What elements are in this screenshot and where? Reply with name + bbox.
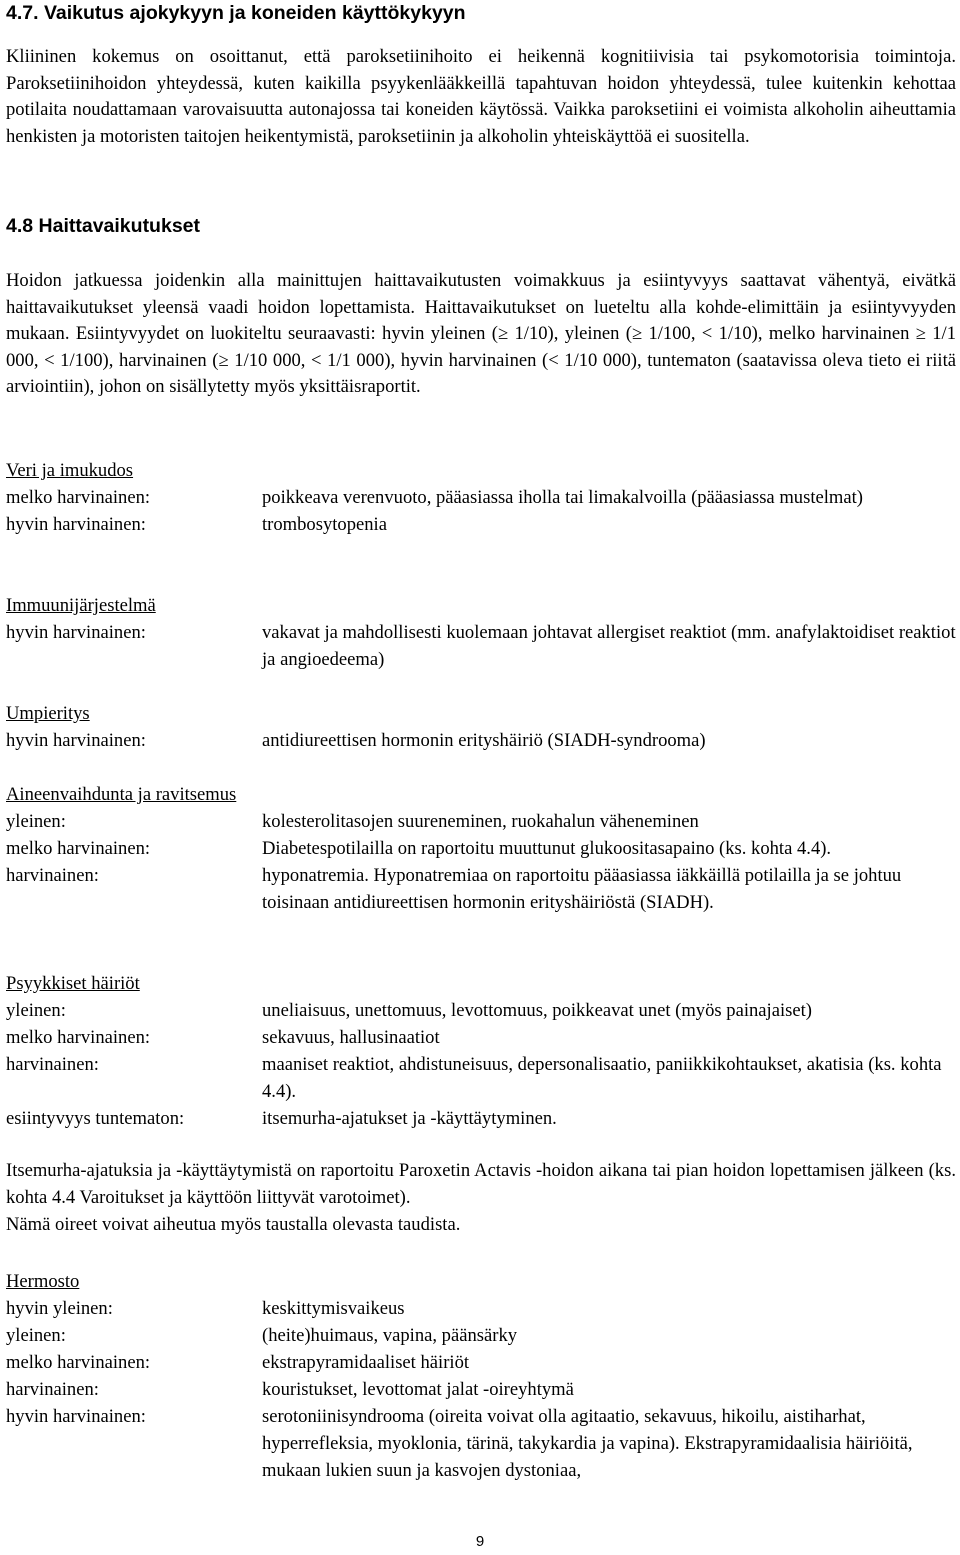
section-title-metabolism-nutrition: Aineenvaihdunta ja ravitsemus [6, 784, 237, 805]
section-title-psychiatric-disorders: Psyykkiset häiriöt [6, 973, 140, 994]
effect-description: kouristukset, levottomat jalat -oireyhtymä [262, 1379, 574, 1400]
list-item [6, 1349, 956, 1376]
effect-description: ekstrapyramidaaliset häiriöt [262, 1352, 470, 1373]
frequency-label: melko harvinainen: [6, 487, 151, 508]
page-number: 9 [475, 1533, 485, 1550]
suicidality-note-text: Itsemurha-ajatuksia ja -käyttäytymistä on raportoitu Paroxetin Actavis -hoidon aikana tai pian hoidon lopettamisen jälkeen (ks. kohta 4.4 Varoitukset ja käyttöön liittyvät varotoimet). [6, 1160, 956, 1208]
suicidality-note-line2: Nämä oireet voivat aiheutua myös taustalla olevasta taudista. [6, 1214, 461, 1235]
effect-description: serotoniinisyndrooma (oireita voivat olla agitaatio, sekavuus, hikoilu, aistiharhat, hyperrefleksia, myoklonia, tärinä, takykardia ja vapina). Ekstrapyramidaalisia häiriöitä, mukaan lukien suun ja kasvojen dystoniaa, [262, 1406, 913, 1481]
frequency-label: harvinainen: [6, 865, 99, 886]
section-nervous-system [6, 1268, 956, 1484]
driving-ability-paragraph: Kliininen kokemus on osoittanut, että paroksetiinihoito ei heikennä kognitiivisia tai psykomotorisia toimintoja. Paroksetiinihoidon yhteydessä, kuten kaikilla psyykenlääkkeillä tapahtuvan hoidon yhteydessä, tulee kuitenkin kehottaa potilaita noudattamaan varovaisuutta autonajossa tai koneiden käytössä. Vaikka paroksetiini ei voimista alkoholin aiheuttamia henkisten ja motoristen taitojen heikentymistä, paroksetiinin ja alkoholin yhteiskäyttöä ei suositella. [6, 46, 956, 147]
effect-description: trombosytopenia [262, 514, 387, 535]
list-item [6, 997, 956, 1024]
frequency-label: hyvin harvinainen: [6, 1406, 146, 1427]
frequency-label: harvinainen: [6, 1054, 99, 1075]
frequency-label: yleinen: [6, 811, 66, 832]
frequency-label: harvinainen: [6, 1379, 99, 1400]
section-endocrine [6, 700, 956, 754]
effect-description: itsemurha-ajatukset ja -käyttäytyminen. [262, 1108, 557, 1129]
list-item [6, 1024, 956, 1051]
effect-description: maaniset reaktiot, ahdistuneisuus, depersonalisaatio, paniikkikohtaukset, akatisia (ks. kohta 4.4). [262, 1054, 942, 1102]
frequency-label: hyvin harvinainen: [6, 514, 146, 535]
effect-description: antidiureettisen hormonin erityshäiriö (SIADH-syndrooma) [262, 730, 706, 751]
frequency-label: melko harvinainen: [6, 838, 151, 859]
section-title-immune-system: Immuunijärjestelmä [6, 595, 156, 616]
list-item [6, 1322, 956, 1349]
effect-description: poikkeava verenvuoto, pääasiassa iholla tai limakalvoilla (pääasiassa mustelmat) [262, 487, 863, 508]
section-psychiatric-disorders [6, 970, 956, 1132]
effect-description: uneliaisuus, unettomuus, levottomuus, poikkeavat unet (myös painajaiset) [262, 1000, 812, 1021]
frequency-label: hyvin harvinainen: [6, 730, 146, 751]
section-immune-system [6, 592, 956, 673]
frequency-label: melko harvinainen: [6, 1027, 151, 1048]
section-heading-4-8: 4.8 Haittavaikutukset [6, 215, 201, 237]
list-item [6, 1051, 956, 1105]
frequency-label: hyvin harvinainen: [6, 622, 146, 643]
frequency-label: hyvin yleinen: [6, 1298, 113, 1319]
section-title-nervous-system: Hermosto [6, 1271, 80, 1292]
list-item [6, 1105, 956, 1132]
suicidality-note [6, 1158, 956, 1238]
list-item [6, 808, 956, 835]
section-heading-4-7: 4.7. Vaikutus ajokykyyn ja koneiden käyttökykyyn [6, 2, 466, 24]
section-title-blood-lymphatic: Veri ja imukudos [6, 460, 134, 481]
effect-description: sekavuus, hallusinaatiot [262, 1027, 440, 1048]
list-item [6, 727, 956, 754]
list-item [6, 1403, 956, 1484]
effect-description: (heite)huimaus, vapina, päänsärky [262, 1325, 518, 1346]
effect-description: keskittymisvaikeus [262, 1298, 405, 1319]
section-title-endocrine: Umpieritys [6, 703, 90, 724]
list-item [6, 511, 956, 538]
list-item [6, 619, 956, 673]
effect-description: hyponatremia. Hyponatremiaa on raportoitu pääasiassa iäkkäillä potilailla ja se johtuu toisinaan antidiureettisen hormonin erityshäiriöstä (SIADH). [262, 865, 902, 913]
effect-description: Diabetespotilailla on raportoitu muuttunut glukoositasapaino (ks. kohta 4.4). [262, 838, 832, 859]
section-metabolism-nutrition [6, 781, 956, 916]
list-item [6, 1376, 956, 1403]
frequency-label: yleinen: [6, 1325, 66, 1346]
list-item [6, 862, 956, 916]
effect-description: kolesterolitasojen suureneminen, ruokahalun väheneminen [262, 811, 699, 832]
frequency-label: esiintyvyys tuntematon: [6, 1108, 185, 1129]
section-blood-lymphatic [6, 457, 956, 538]
list-item [6, 1295, 956, 1322]
list-item [6, 835, 956, 862]
adverse-effects-intro-paragraph: Hoidon jatkuessa joidenkin alla mainittujen haittavaikutusten voimakkuus ja esiintyvyys saattavat vähentyä, eivätkä haittavaikutukset yleensä vaadi hoidon lopettamista. Haittavaikutukset on lueteltu alla kohde-elimittäin ja esiintyvyyden mukaan. Esiintyvyydet on luokiteltu seuraavasti: hyvin yleinen (≥ 1/10), yleinen (≥ 1/100, < 1/10), melko harvinainen ≥ 1/1 000, < 1/100), harvinainen (≥ 1/10 000, < 1/1 000), hyvin harvinainen (< 1/10 000), tuntematon (saatavissa oleva tieto ei riitä arviointiin), johon on sisällytetty myös yksittäisraportit. [6, 270, 956, 397]
list-item [6, 484, 956, 511]
frequency-label: melko harvinainen: [6, 1352, 151, 1373]
frequency-label: yleinen: [6, 1000, 66, 1021]
effect-description: vakavat ja mahdollisesti kuolemaan johtavat allergiset reaktiot (mm. anafylaktoidiset reaktiot ja angioedeema) [262, 622, 956, 670]
